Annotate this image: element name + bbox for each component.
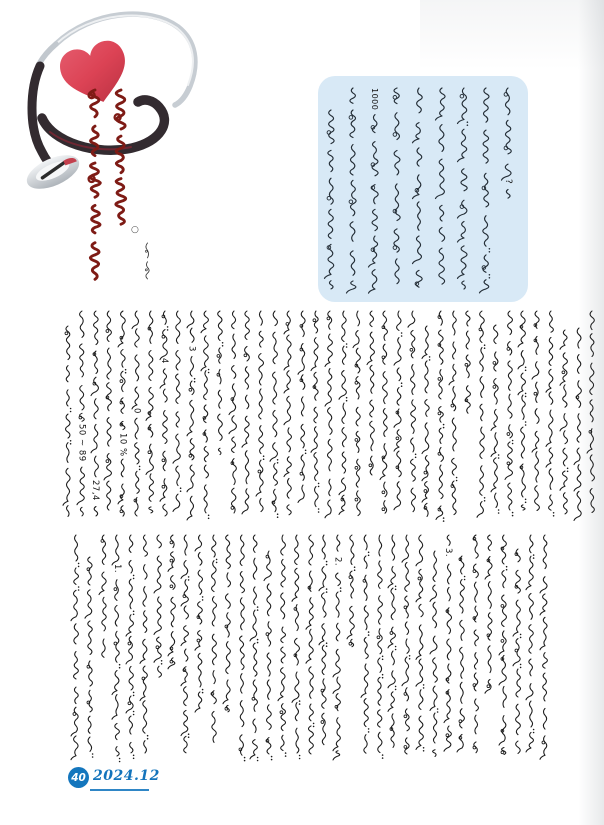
text-column bbox=[338, 311, 350, 512]
text-column bbox=[476, 311, 488, 515]
text-column bbox=[111, 535, 123, 757]
chest-piece bbox=[22, 148, 84, 195]
text-column bbox=[573, 328, 585, 518]
text-column bbox=[159, 311, 171, 517]
text-column bbox=[407, 311, 419, 515]
page-number: 40 bbox=[71, 771, 86, 784]
text-column bbox=[517, 311, 529, 512]
text-column bbox=[194, 535, 206, 713]
inline-number: 27,4 bbox=[90, 479, 101, 501]
text-column bbox=[470, 535, 482, 754]
text-column bbox=[456, 88, 472, 290]
inline-number: 10 % bbox=[117, 432, 128, 457]
text-column bbox=[139, 535, 151, 754]
text-column bbox=[180, 535, 192, 754]
text-column bbox=[434, 88, 450, 290]
text-column bbox=[143, 243, 152, 281]
text-column bbox=[70, 535, 82, 757]
text-column bbox=[367, 88, 383, 290]
inline-number: 3 bbox=[186, 346, 197, 352]
text-column bbox=[504, 311, 516, 512]
page-number-badge bbox=[68, 767, 89, 788]
inline-number: 3. bbox=[443, 548, 454, 558]
text-column bbox=[401, 535, 413, 757]
text-column bbox=[131, 311, 143, 517]
text-column bbox=[374, 535, 386, 755]
inline-number: 0 bbox=[131, 407, 142, 414]
text-column bbox=[531, 311, 543, 512]
inline-number: 50 ~ 89 bbox=[76, 424, 87, 462]
text-column bbox=[117, 311, 129, 517]
text-column bbox=[222, 535, 234, 713]
text-column bbox=[263, 551, 275, 758]
text-column bbox=[214, 311, 226, 456]
text-column bbox=[324, 311, 336, 515]
text-column bbox=[389, 88, 405, 290]
text-column bbox=[318, 535, 330, 755]
text-column bbox=[498, 535, 510, 756]
text-column bbox=[484, 535, 496, 691]
text-column bbox=[360, 535, 372, 755]
byline-marker-icon: ○ bbox=[131, 225, 139, 235]
text-column bbox=[323, 110, 339, 290]
text-column bbox=[98, 535, 110, 666]
text-column bbox=[332, 535, 344, 757]
text-column bbox=[393, 311, 405, 512]
text-column bbox=[586, 311, 598, 515]
inline-number: ? bbox=[502, 179, 513, 185]
text-column bbox=[172, 311, 184, 512]
text-column bbox=[429, 551, 441, 758]
text-column bbox=[435, 311, 447, 517]
text-column bbox=[559, 330, 571, 517]
text-column bbox=[346, 535, 358, 648]
text-column bbox=[500, 88, 516, 200]
text-column bbox=[153, 535, 165, 679]
text-column bbox=[186, 311, 198, 517]
text-column bbox=[387, 535, 399, 753]
text-column bbox=[291, 535, 303, 755]
text-column bbox=[90, 311, 102, 517]
issue-label: 2024.12 bbox=[93, 768, 160, 784]
text-column bbox=[283, 311, 295, 516]
text-column bbox=[310, 311, 322, 517]
text-column bbox=[269, 311, 281, 513]
text-column bbox=[345, 88, 361, 290]
text-column bbox=[305, 535, 317, 756]
text-column bbox=[241, 311, 253, 512]
text-column bbox=[448, 311, 460, 517]
text-column bbox=[62, 326, 74, 518]
text-column bbox=[103, 311, 115, 512]
text-column bbox=[443, 535, 455, 757]
text-column bbox=[228, 311, 240, 514]
page-edge-shading-top bbox=[420, 0, 604, 70]
inline-number: 1000 bbox=[370, 88, 380, 111]
text-column bbox=[84, 557, 96, 757]
text-column bbox=[462, 311, 474, 424]
inline-number: 2. bbox=[332, 557, 343, 567]
text-column bbox=[379, 311, 391, 516]
text-column bbox=[277, 535, 289, 752]
text-column bbox=[545, 311, 557, 512]
text-column bbox=[167, 535, 179, 666]
text-column bbox=[539, 535, 551, 757]
text-column bbox=[297, 311, 309, 512]
inline-number: 4 bbox=[159, 358, 170, 365]
text-column bbox=[125, 535, 137, 754]
text-column bbox=[83, 90, 107, 280]
inline-number: 1. bbox=[111, 563, 122, 573]
text-column bbox=[411, 88, 427, 290]
text-column bbox=[208, 535, 220, 752]
text-column bbox=[255, 311, 267, 513]
text-column bbox=[512, 549, 524, 757]
text-column bbox=[200, 311, 212, 514]
text-column bbox=[525, 535, 537, 753]
text-column bbox=[76, 311, 88, 517]
text-column bbox=[352, 311, 364, 517]
text-column bbox=[366, 311, 378, 478]
text-column bbox=[236, 535, 248, 757]
text-column bbox=[490, 325, 502, 517]
text-column bbox=[109, 90, 133, 226]
text-column bbox=[478, 88, 494, 290]
text-column bbox=[421, 326, 433, 518]
text-column bbox=[249, 535, 261, 757]
text-column bbox=[456, 556, 468, 758]
text-column bbox=[415, 535, 427, 756]
text-column bbox=[145, 311, 157, 514]
issue-underline bbox=[90, 789, 149, 791]
